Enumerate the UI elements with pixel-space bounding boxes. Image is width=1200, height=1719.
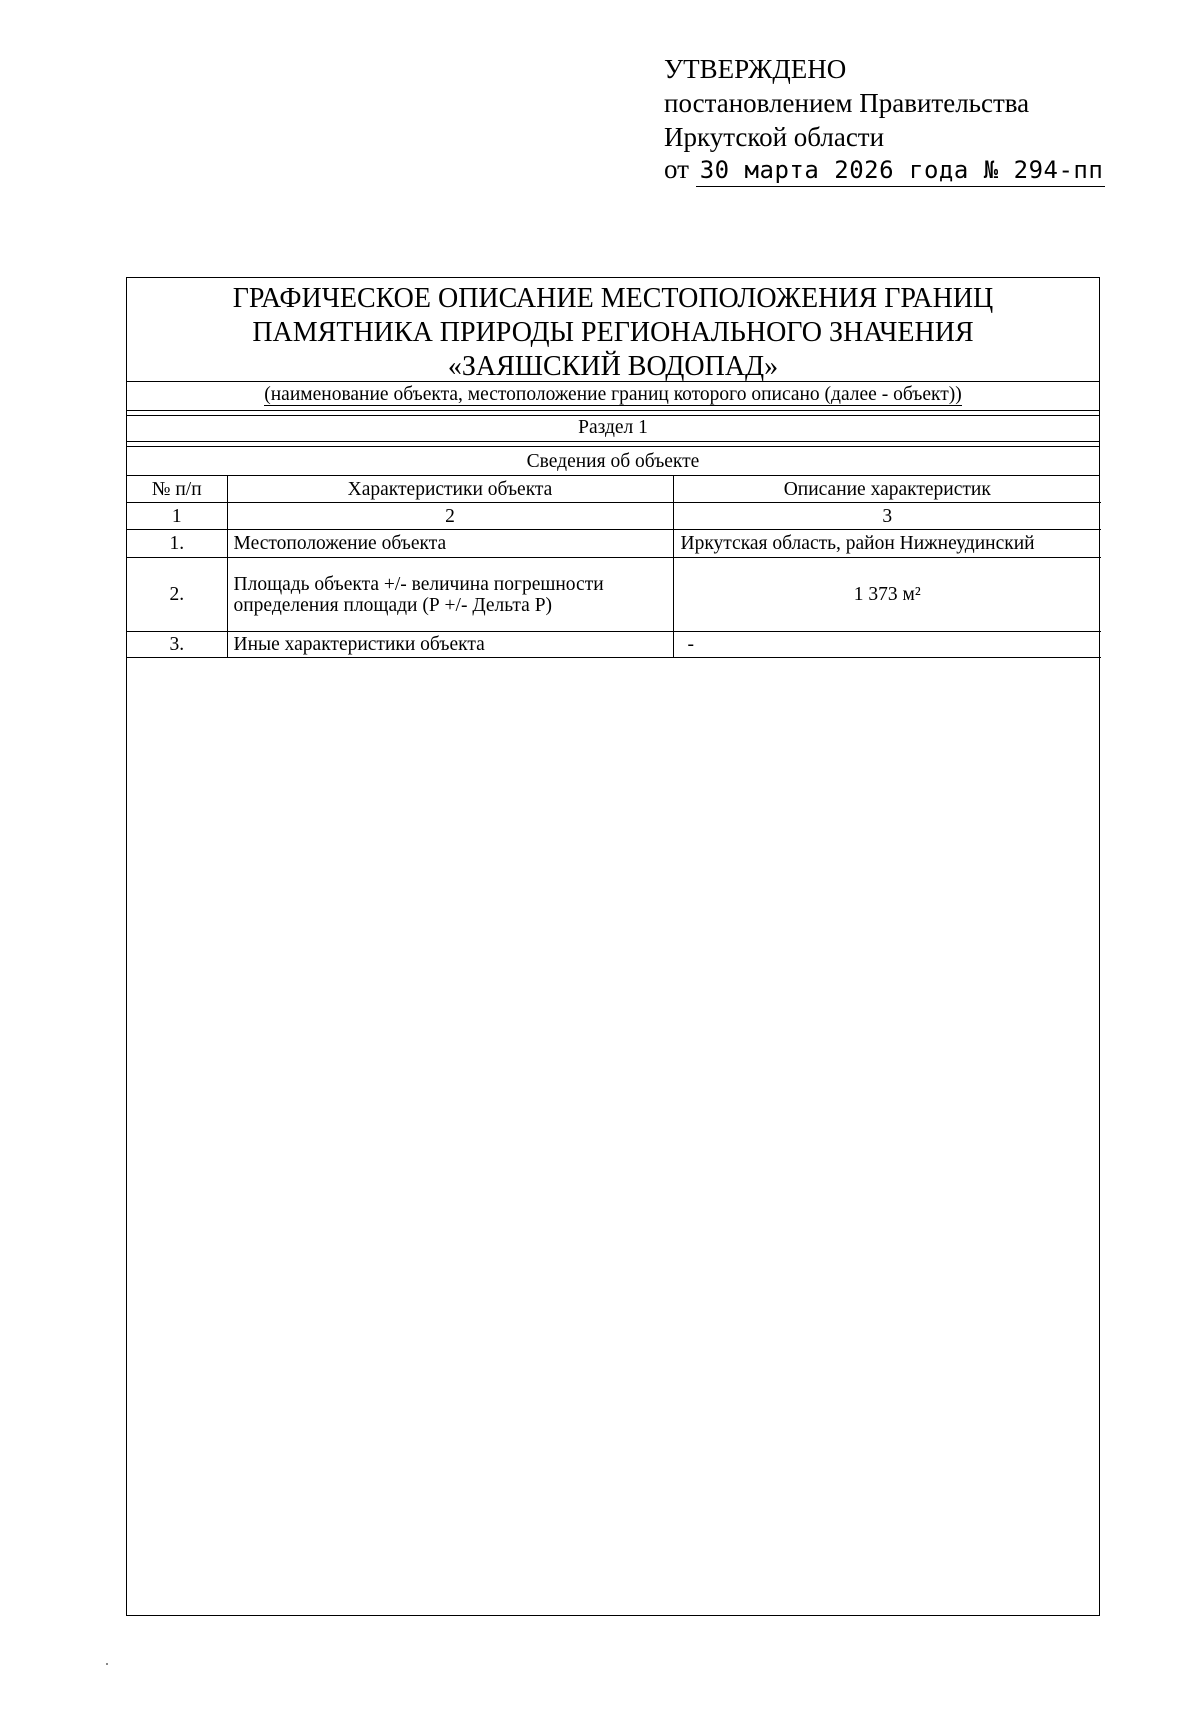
document-title-line: «ЗАЯШСКИЙ ВОДОПАД» bbox=[447, 351, 779, 382]
approval-date-prefix: от bbox=[664, 154, 689, 184]
table-header-row bbox=[127, 476, 1101, 503]
approval-region-line: Иркутской области bbox=[664, 122, 885, 152]
row-description-cell: 1 373 м² bbox=[673, 558, 1101, 632]
row-description-cell: - bbox=[673, 632, 1101, 658]
document-title-line: ПАМЯТНИКА ПРИРОДЫ РЕГИОНАЛЬНОГО ЗНАЧЕНИЯ bbox=[252, 317, 974, 348]
scan-speck bbox=[106, 1663, 108, 1665]
table-row bbox=[127, 530, 1101, 558]
document-subtitle bbox=[127, 382, 1099, 411]
column-index-cell: 1 bbox=[127, 503, 227, 530]
row-characteristic-cell: Площадь объекта +/- величина погрешности определения площади (Р +/- Дельта Р) bbox=[227, 558, 673, 632]
header-cell-description: Описание характеристик bbox=[673, 476, 1101, 503]
column-index-row bbox=[127, 503, 1101, 530]
approval-date-line bbox=[664, 152, 1105, 187]
row-number-cell: 1. bbox=[127, 530, 227, 558]
document-title bbox=[127, 278, 1099, 382]
header-cell-characteristic: Характеристики объекта bbox=[227, 476, 673, 503]
row-number-cell: 2. bbox=[127, 558, 227, 632]
document-frame bbox=[126, 277, 1100, 1616]
row-description-cell: Иркутская область, район Нижнеудинский bbox=[673, 530, 1101, 558]
approval-by-line: постановлением Правительства bbox=[664, 88, 1030, 118]
column-index-cell: 2 bbox=[227, 503, 673, 530]
approval-status: УТВЕРЖДЕНО bbox=[664, 54, 847, 84]
section-label: Раздел 1 bbox=[127, 416, 1099, 442]
header-cell-number: № п/п bbox=[127, 476, 227, 503]
document-subtitle-text: (наименование объекта, местоположение границ которого описано (далее - объект)) bbox=[264, 384, 962, 405]
document-title-line: ГРАФИЧЕСКОЕ ОПИСАНИЕ МЕСТОПОЛОЖЕНИЯ ГРАНИЦ bbox=[232, 283, 994, 314]
section-title: Сведения об объекте bbox=[127, 447, 1099, 476]
row-number-cell: 3. bbox=[127, 632, 227, 658]
table-row bbox=[127, 558, 1101, 632]
column-index-cell: 3 bbox=[673, 503, 1101, 530]
table-row bbox=[127, 632, 1101, 658]
approval-stamp bbox=[664, 52, 1105, 187]
approval-date-value: 30 марта 2026 года № 294-пп bbox=[696, 156, 1106, 187]
object-properties-table bbox=[127, 476, 1101, 658]
row-characteristic-cell: Иные характеристики объекта bbox=[227, 632, 673, 658]
row-characteristic-cell: Местоположение объекта bbox=[227, 530, 673, 558]
